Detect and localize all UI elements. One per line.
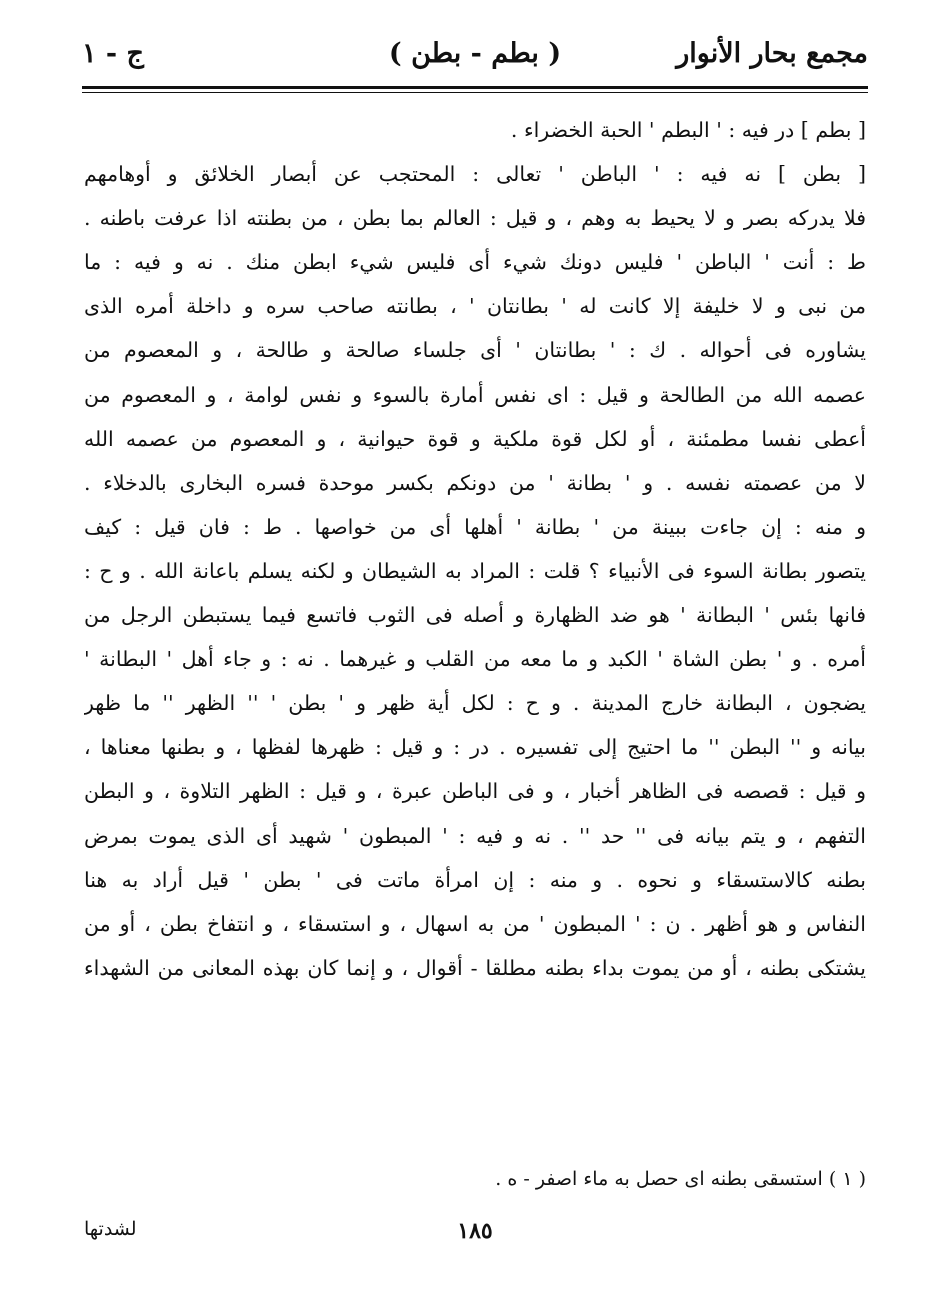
- text-line: [ بطن ] نه فيه : ' الباطن ' تعالى : المحتجب عن أبصار الخلائق و أوهامهم: [84, 162, 866, 187]
- header-rule-thin: [82, 92, 868, 93]
- body-text: [84, 108, 866, 990]
- text-line: بيانه و '' البطن '' ما احتيج إلى تفسيره . در : و قيل : ظهرها لفظها ، و بطنها معناها ،: [84, 735, 866, 760]
- footnote: ( ١ ) استسقى بطنه اى حصل به ماء اصفر - ه .: [495, 1168, 866, 1190]
- text-line: يضجون ، البطانة خارج المدينة . و ح : لكل أية ظهر و ' بطن ' '' الظهر '' ما ظهر: [84, 691, 866, 716]
- text-line: يشتكى بطنه ، أو من يموت بداء بطنه مطلقا - أقوال ، و إنما كان بهذه المعانى من الشهداء: [84, 955, 866, 980]
- text-line: و منه : إن جاءت ببينة من ' بطانة ' أهلها أى من خواصها . ط : فان قيل : كيف: [84, 514, 866, 539]
- text-line: و قيل : قصصه فى الظاهر أخبار ، و فى الباطن عبرة ، و قيل : الظهر التلاوة ، و البطن: [84, 779, 866, 804]
- text-line: بطنه كالاستسقاء و نحوه . و منه : إن امرأة ماتت فى ' بطن ' قيل أراد به هنا: [84, 867, 866, 892]
- book-title: مجمع بحار الأنوار: [676, 38, 868, 69]
- catchword: لشدتها: [84, 1218, 137, 1240]
- text-line: عصمه الله من الطالحة و قيل : اى نفس أمارة بالسوء و نفس لوامة ، و المعصوم من: [84, 382, 866, 407]
- page-header: [82, 38, 868, 84]
- text-line: فلا يدركه بصر و لا يحيط به وهم ، و قيل : العالم بما بطن ، من بطنته اذا عرفت باطنه .: [84, 206, 866, 231]
- page-number: ١٨٥: [457, 1218, 493, 1244]
- text-line: التفهم ، و يتم بيانه فى '' حد '' . نه و فيه : ' المبطون ' شهيد أى الذى يموت بمرض: [84, 823, 866, 848]
- volume-number: ج - ١: [82, 38, 144, 69]
- text-line: فانها بئس ' البطانة ' هو ضد الظهارة و أصله فى الثوب فاتسع فيما يستبطن الرجل من: [84, 603, 866, 628]
- text-line: يشاوره فى أحواله . ك : ' بطانتان ' أى جلساء صالحة و طالحة ، و المعصوم من: [84, 338, 866, 363]
- text-line: من نبى و لا خليفة إلا كانت له ' بطانتان ' ، بطانته صاحب سره و داخلة أمره الذى: [84, 294, 866, 319]
- page-footer: [84, 1218, 866, 1258]
- text-line: أمره . و ' بطن الشاة ' الكبد و ما معه من القلب و غيرهما . نه : و جاء أهل ' البطانة ': [84, 647, 866, 672]
- text-line: أعطى نفسا مطمئنة ، أو لكل قوة ملكية و قوة حيوانية ، و المعصوم من عصمه الله: [84, 426, 866, 451]
- entry-range: ( بطم - بطن ): [388, 38, 562, 69]
- text-line: النفاس و هو أظهر . ن : ' المبطون ' من به اسهال ، و استسقاء ، و انتفاخ بطن ، أو من: [84, 911, 866, 936]
- header-rule-thick: [82, 86, 868, 89]
- text-line: لا من عصمته نفسه . و ' بطانة ' من دونكم بكسر موحدة فسره البخارى بالدخلاء .: [84, 470, 866, 495]
- text-line: ط : أنت ' الباطن ' فليس دونك شيء أى فليس شيء ابطن منك . نه و فيه : ما: [84, 250, 866, 275]
- text-line: يتصور بطانة السوء فى الأنبياء ؟ قلت : المراد به الشيطان و لكنه يسلم باعانة الله . و ح :: [84, 558, 866, 583]
- text-line: [ بطم ] در فيه : ' البطم ' الحبة الخضراء .: [510, 118, 866, 142]
